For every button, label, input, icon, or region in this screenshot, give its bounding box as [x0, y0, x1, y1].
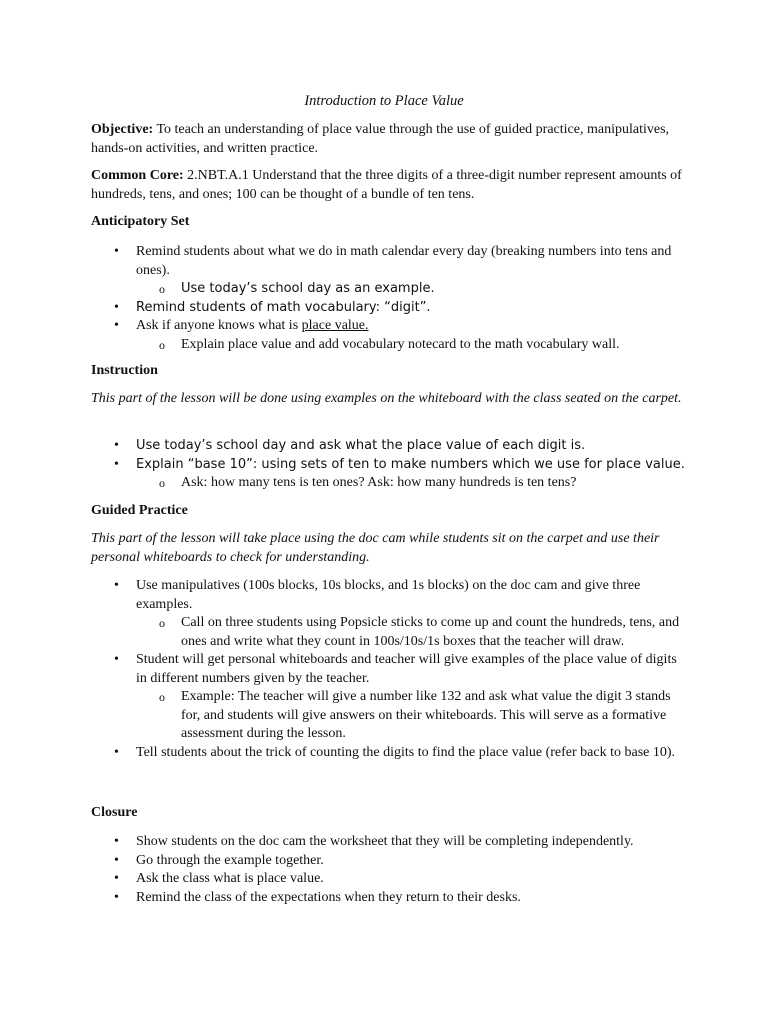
list-item [91, 889, 691, 908]
document-title: Introduction to Place Value [304, 93, 464, 109]
sub-list-item-text: Example: The teacher will give a number like 132 and ask what value the digit 3 stands for, and students will give answers on their whiteboards. This will serve as a formative assessment during the lesson. [181, 689, 671, 741]
list-item [91, 317, 691, 354]
sub-list-item [136, 336, 691, 355]
list-item-text: Remind students of math vocabulary: “digit”. [136, 299, 431, 315]
list-item-text: Show students on the doc cam the worksheet that they will be completing independently. [136, 834, 634, 849]
list-item-text: Remind the class of the expectations when they return to their desks. [136, 889, 521, 905]
list-item [91, 243, 691, 299]
list-item-text: Use manipulatives (100s blocks, 10s blocks, and 1s blocks) on the doc cam and give three examples. [136, 578, 641, 612]
sub-list-item [136, 688, 691, 744]
sub-list-item-text: Ask: how many tens is ten ones? Ask: how many hundreds is ten tens? [181, 475, 577, 490]
common-core-text: 2.NBT.A.1 Understand that the three digits of a three-digit number represent amounts of hundreds, tens, and ones; 100 can be thought of a bundle of ten tens. [91, 168, 682, 202]
list-item-text: Explain “base 10”: using sets of ten to make numbers which we use for place value. [136, 456, 685, 472]
list-item [91, 852, 691, 871]
sub-list-item [136, 280, 691, 299]
instruction-list [91, 437, 691, 493]
common-core-label: Common Core: [91, 168, 184, 183]
sub-list-item [136, 474, 691, 493]
sub-list-item-text: Explain place value and add vocabulary notecard to the math vocabulary wall. [181, 336, 620, 352]
sub-list [136, 614, 691, 651]
anticipatory-set-list [91, 243, 691, 354]
common-core-paragraph [91, 167, 691, 204]
guided-practice-list [91, 577, 691, 762]
sub-list [136, 336, 691, 355]
list-item-text: Ask the class what is place value. [136, 871, 324, 886]
list-item [91, 456, 691, 493]
sub-list [136, 688, 691, 744]
list-item [91, 299, 691, 318]
place-value-underlined: place value. [301, 318, 369, 333]
list-item-text: Use today’s school day and ask what the place value of each digit is. [136, 438, 586, 453]
instruction-heading: Instruction [91, 363, 158, 378]
sub-list-item-text: Use today’s school day as an example. [181, 281, 435, 296]
list-item-text: Remind students about what we do in math calendar every day (breaking numbers into tens and ones). [136, 244, 672, 278]
list-item [91, 744, 691, 763]
sub-list [136, 280, 691, 299]
sub-list-item-text: Call on three students using Popsicle sticks to come up and count the hundreds, tens, and ones and write what they count in 100s/10s/1s boxes that the teacher will draw. [181, 615, 680, 649]
list-item [91, 870, 691, 889]
list-item [91, 833, 691, 852]
list-item-text: Tell students about the trick of counting the digits to find the place value (refer back to base 10). [136, 744, 676, 760]
list-item [91, 577, 691, 651]
list-item [91, 651, 691, 744]
list-item [91, 437, 691, 456]
closure-list [91, 833, 691, 907]
objective-label: Objective: [91, 122, 154, 137]
instruction-intro: This part of the lesson will be done using examples on the whiteboard with the class seated on the carpet. [91, 391, 682, 406]
closure-heading: Closure [91, 805, 138, 820]
guided-practice-intro: This part of the lesson will take place using the doc cam while students sit on the carpet and use their personal whiteboards to check for understanding. [91, 531, 660, 565]
list-item-text: Go through the example together. [136, 852, 324, 868]
list-item-text: Student will get personal whiteboards and teacher will give examples of the place value of digits in different numbers given by the teacher. [136, 652, 677, 686]
anticipatory-set-heading: Anticipatory Set [91, 214, 190, 229]
sub-list-item [136, 614, 691, 651]
sub-list [136, 474, 691, 493]
list-item-text: Ask if anyone knows what is [136, 318, 302, 333]
guided-practice-heading: Guided Practice [91, 503, 188, 518]
objective-paragraph [91, 121, 691, 158]
objective-text: To teach an understanding of place value through the use of guided practice, manipulatives, hands-on activities, and written practice. [91, 122, 670, 156]
